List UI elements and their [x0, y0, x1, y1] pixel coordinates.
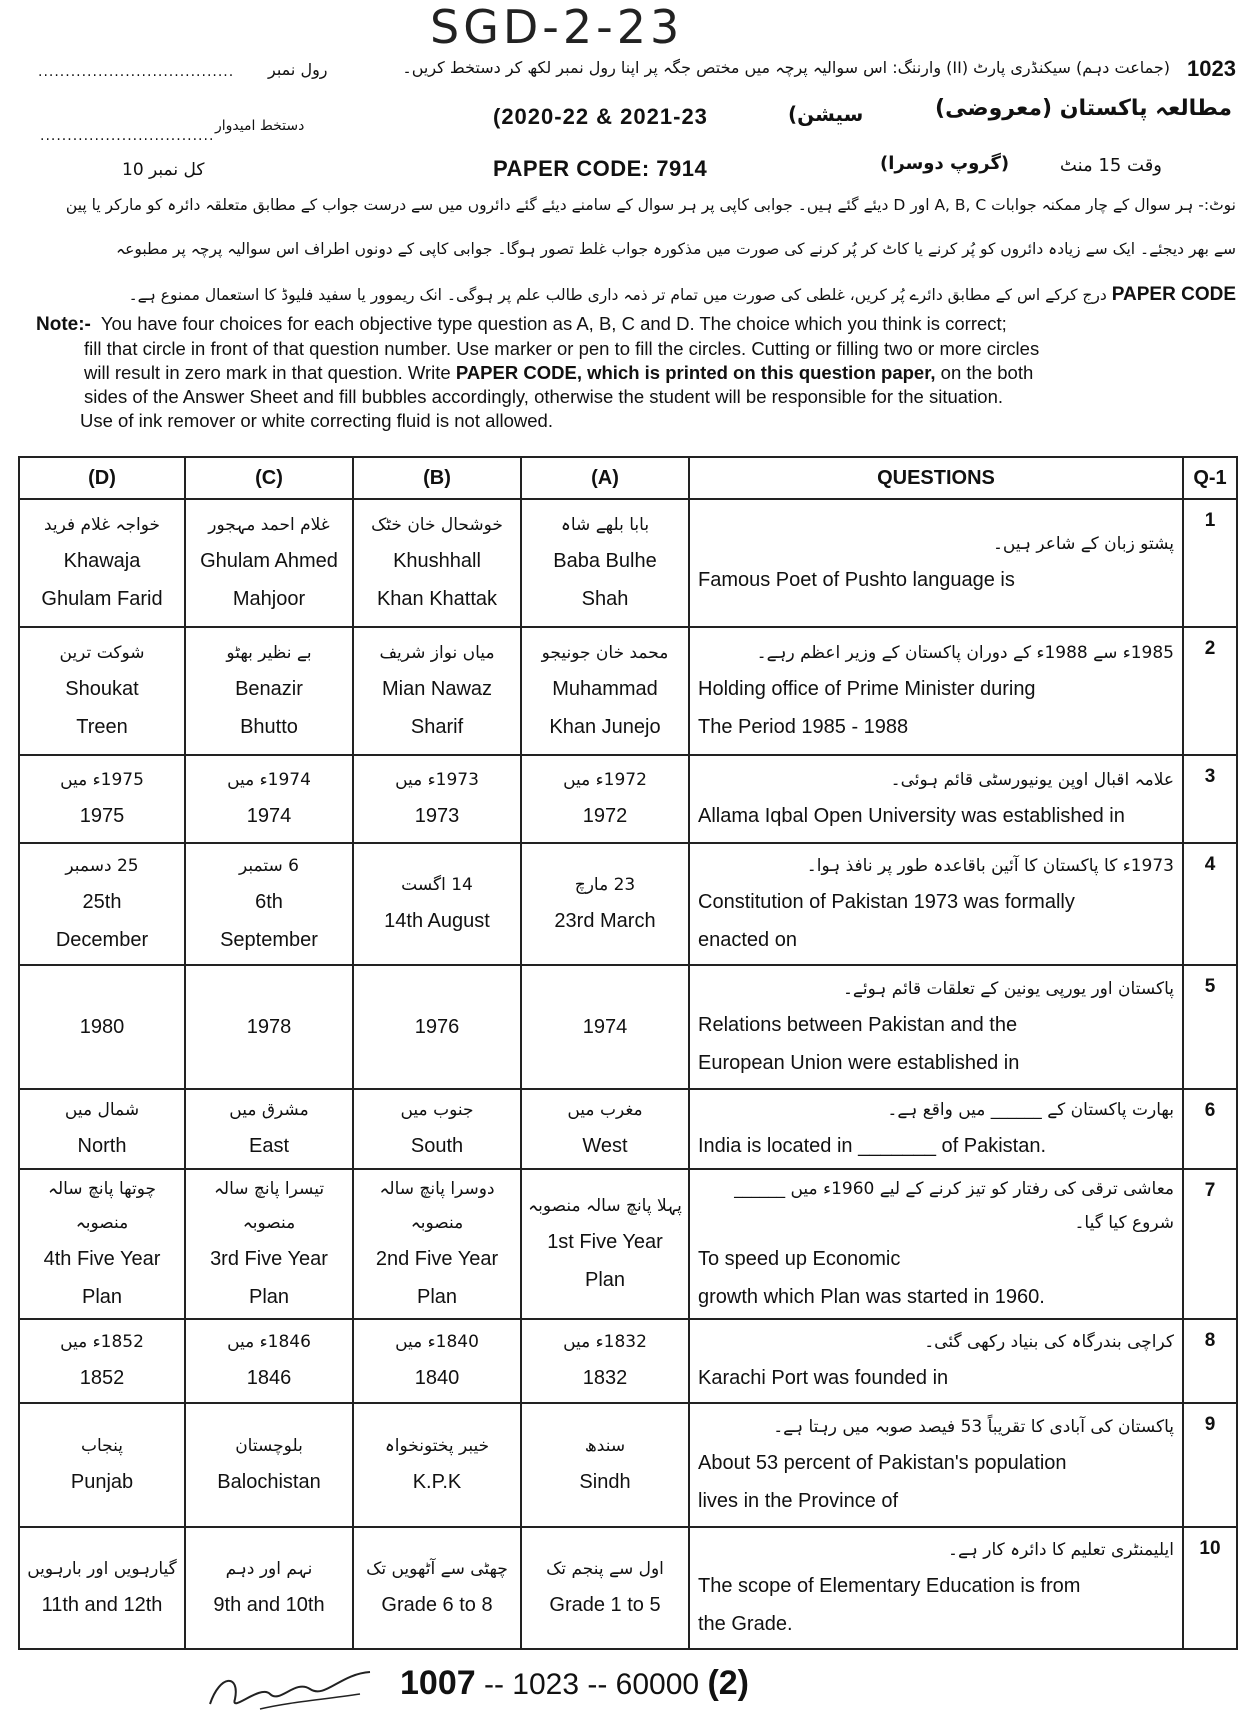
note-english-line-1: You have four choices for each objective type question as A, B, C and D. The choice which you think is correct; [100, 313, 1007, 334]
option-d-english: Khawaja [63, 550, 141, 572]
question-table [18, 456, 1238, 1650]
class-warning-line: (جماعت دہم) سیکنڈری پارٹ (II) وارننگ: اس سوالیہ پرچہ میں مختص جگہ پر اپنا رول نمبر لکھ کر دستخط کریں۔ [402, 58, 1170, 77]
option-b-cell [353, 755, 521, 843]
question-urdu: ایلیمنٹری تعلیم کا دائرہ کار ہے۔ [947, 1540, 1174, 1560]
option-a-cell [521, 499, 689, 627]
option-c-cell [185, 843, 353, 965]
option-b-urdu: چھٹی سے آٹھویں تک [366, 1559, 508, 1579]
option-a-cell [521, 1169, 689, 1319]
option-b-english: 1976 [414, 1016, 460, 1038]
note-english-line-2: fill that circle in front of that question number. Use marker or pen to fill the circles. Cutting or filling two or more circles [84, 338, 1040, 359]
question-urdu: پاکستان کی آبادی کا تقریباً 53 فیصد صوبہ میں رہتا ہے۔ [773, 1417, 1174, 1437]
question-row [19, 843, 1237, 965]
option-a-english: 1832 [582, 1367, 628, 1389]
option-a-english: Sindh [579, 1471, 631, 1493]
option-c-cell [185, 1089, 353, 1169]
candidate-signature-field[interactable]: ................................ [40, 128, 215, 144]
paper-number: 1023 [1187, 56, 1236, 81]
question-english: The Period 1985 - 1988 [698, 716, 909, 738]
question-english: About 53 percent of Pakistan's population [698, 1452, 1067, 1474]
footer-code [400, 1664, 749, 1703]
option-c-english: Ghulam Ahmed [200, 550, 338, 572]
option-a-urdu: محمد خان جونیجو [541, 643, 669, 663]
option-d-urdu: شوکت ترین [59, 643, 145, 663]
paper-code-value: 7914 [656, 156, 708, 181]
roll-number-label: رول نمبر [268, 60, 328, 79]
question-text-cell [689, 1089, 1183, 1169]
option-b-cell [353, 843, 521, 965]
option-b-urdu: 14 اگست [401, 875, 473, 895]
option-b-english: Plan [416, 1286, 458, 1308]
option-a-cell [521, 965, 689, 1089]
option-c-urdu: نہم اور دہم [225, 1559, 313, 1579]
session-label: سیشن) [788, 102, 864, 126]
option-c-english: 1978 [246, 1016, 292, 1038]
option-b-english: Khushhall [393, 550, 481, 572]
option-a-urdu: اول سے پنجم تک [546, 1559, 664, 1579]
option-d-urdu: گیارہویں اور بارہویں [27, 1559, 177, 1579]
option-d-english: Treen [76, 716, 128, 738]
option-a-cell [521, 843, 689, 965]
question-english: Relations between Pakistan and the [698, 1014, 1018, 1036]
option-a-urdu: پہلا پانچ سالہ منصوبہ [528, 1196, 682, 1216]
question-number: 1 [1183, 499, 1237, 627]
option-b-urdu: دوسرا پانچ سالہ منصوبہ [379, 1179, 495, 1233]
question-text-cell [689, 1527, 1183, 1649]
option-b-cell [353, 1169, 521, 1319]
option-b-english: Mian Nawaz [381, 678, 493, 700]
option-c-cell [185, 1527, 353, 1649]
footer-code-bold: 1007 [400, 1664, 476, 1702]
option-c-urdu: بلوچستان [235, 1436, 303, 1456]
option-a-cell [521, 1403, 689, 1527]
question-urdu: 1985ء سے 1988ء کے دوران پاکستان کے وزیر اعظم رہے۔ [756, 643, 1174, 663]
paper-code-caption: PAPER CODE [493, 156, 642, 181]
option-a-english: West [582, 1135, 628, 1157]
option-d-english: 1975 [79, 805, 125, 827]
option-d-english: Plan [81, 1286, 123, 1308]
option-d-urdu: 1852ء میں [60, 1332, 144, 1352]
option-c-urdu: 6 ستمبر [239, 856, 299, 876]
option-c-cell [185, 1319, 353, 1403]
note-english [36, 312, 1236, 433]
question-urdu: پاکستان اور یورپی یونین کے تعلقات قائم ہوئے۔ [842, 979, 1174, 999]
option-d-english: 4th Five Year [43, 1248, 161, 1270]
question-english: Famous Poet of Pushto language is [698, 569, 1015, 591]
option-a-urdu: مغرب میں [567, 1100, 643, 1120]
option-c-urdu: غلام احمد مہجور [208, 515, 330, 535]
option-c-urdu: تیسرا پانچ سالہ منصوبہ [213, 1179, 325, 1233]
note-english-label: Note:- [36, 314, 91, 335]
option-c-english: East [248, 1135, 290, 1157]
option-d-cell [19, 1319, 185, 1403]
option-b-urdu: خیبر پختونخواہ [384, 1436, 490, 1456]
question-text-cell [689, 755, 1183, 843]
option-a-cell [521, 1089, 689, 1169]
time-allowed: وقت 15 منٹ [1059, 155, 1162, 176]
option-c-urdu: 1974ء میں [227, 770, 311, 790]
option-d-english: 11th and 12th [41, 1594, 163, 1616]
option-a-urdu: بابا بلھے شاہ [560, 515, 650, 535]
total-marks: کل نمبر 10 [122, 160, 205, 180]
option-a-cell [521, 627, 689, 755]
candidate-signature-label: دستخط امیدوار [215, 118, 305, 134]
option-a-english: Baba Bulhe [553, 550, 657, 572]
question-row [19, 965, 1237, 1089]
option-b-cell [353, 499, 521, 627]
option-a-english: Muhammad [552, 678, 658, 700]
option-c-english: September [220, 929, 318, 951]
question-text-cell [689, 1169, 1183, 1319]
question-english: Constitution of Pakistan 1973 was formally [698, 891, 1075, 913]
option-b-cell [353, 1527, 521, 1649]
option-a-urdu: 1972ء میں [563, 770, 647, 790]
option-c-english: Plan [248, 1286, 290, 1308]
option-b-cell [353, 627, 521, 755]
option-d-cell [19, 1089, 185, 1169]
question-row [19, 755, 1237, 843]
option-d-urdu: خواجہ غلام فرید [43, 515, 160, 535]
question-english: Allama Iqbal Open University was established in [698, 805, 1125, 827]
question-urdu: 1973ء کا پاکستان کا آئین باقاعدہ طور پر نافذ ہوا۔ [806, 856, 1174, 876]
option-c-cell [185, 965, 353, 1089]
question-row [19, 1169, 1237, 1319]
option-b-urdu: 1840ء میں [395, 1332, 479, 1352]
header-option-d: (D) [19, 457, 185, 499]
question-english: India is located in _______ of Pakistan. [698, 1135, 1047, 1157]
question-english: The scope of Elementary Education is from [698, 1575, 1081, 1597]
question-text-cell [689, 843, 1183, 965]
option-a-english: Shah [581, 588, 629, 610]
option-d-english: North [77, 1135, 127, 1157]
option-b-urdu: میاں نواز شریف [379, 643, 495, 663]
table-header-row [19, 457, 1237, 499]
option-d-english: 25th [82, 891, 122, 913]
note-urdu-line-1: نوٹ:- ہر سوال کے چار ممکنہ جوابات A, B, C اور D دیئے گئے ہیں۔ جوابی کاپی پر ہر سوال کے سامنے دیئے گئے دائروں میں سے درست جواب کے مطابق متعلقہ دائرہ کو مارکر یا پین [65, 196, 1236, 214]
question-text-cell [689, 627, 1183, 755]
option-a-english: 23rd March [554, 910, 656, 932]
roll-number-field[interactable]: .................................... [38, 64, 235, 80]
option-d-english: 1980 [79, 1016, 125, 1038]
option-c-cell [185, 1403, 353, 1527]
question-text-cell [689, 499, 1183, 627]
option-c-cell [185, 627, 353, 755]
header-option-c: (C) [185, 457, 353, 499]
option-c-english: Mahjoor [232, 588, 306, 610]
question-text-cell [689, 965, 1183, 1089]
note-english-line-3a: will result in zero mark in that question. Write [84, 362, 456, 383]
option-d-english: Shoukat [65, 678, 139, 700]
footer-code-end: (2) [707, 1664, 749, 1702]
question-english: Holding office of Prime Minister during [698, 678, 1036, 700]
option-a-urdu: 1832ء میں [563, 1332, 647, 1352]
option-b-cell [353, 1089, 521, 1169]
option-b-english: South [410, 1135, 464, 1157]
option-d-urdu: چوتھا پانچ سالہ منصوبہ [47, 1179, 157, 1233]
option-a-english: 1972 [582, 805, 628, 827]
question-urdu: معاشی ترقی کی رفتار کو تیز کرنے کے لیے 1960ء میں ______ شروع کیا گیا۔ [734, 1179, 1174, 1233]
question-number: 5 [1183, 965, 1237, 1089]
question-urdu: پشتو زبان کے شاعر ہیں۔ [992, 534, 1174, 554]
question-english: European Union were established in [698, 1052, 1020, 1074]
option-c-english: 6th [255, 891, 283, 913]
note-urdu-paper-code: PAPER CODE [1111, 284, 1236, 305]
footer-code-rest: -- 1023 -- 60000 [475, 1668, 708, 1701]
question-number: 3 [1183, 755, 1237, 843]
option-d-english: Punjab [70, 1471, 134, 1493]
option-b-english: Sharif [410, 716, 464, 738]
option-d-cell [19, 1403, 185, 1527]
option-d-cell [19, 755, 185, 843]
note-english-line-5: Use of ink remover or white correcting fluid is not allowed. [80, 410, 553, 431]
option-a-english: Plan [584, 1269, 626, 1291]
option-a-cell [521, 1319, 689, 1403]
option-c-cell [185, 1169, 353, 1319]
question-english: To speed up Economic [698, 1248, 901, 1270]
option-c-english: 3rd Five Year [210, 1248, 328, 1270]
option-a-urdu: سندھ [584, 1436, 626, 1456]
handwritten-code: SGD-2-23 [430, 0, 684, 54]
question-text-cell [689, 1319, 1183, 1403]
option-c-urdu: بے نظیر بھٹو [226, 643, 312, 663]
question-english: Karachi Port was founded in [698, 1367, 949, 1389]
option-c-english: Bhutto [240, 716, 298, 738]
option-c-english: 1974 [246, 805, 292, 827]
option-d-english: 1852 [79, 1367, 125, 1389]
option-c-english: 9th and 10th [213, 1594, 325, 1616]
option-d-english: December [55, 929, 149, 951]
note-urdu-line-3 [129, 284, 1236, 306]
note-english-line-3b: PAPER CODE, which is printed on this question paper, [455, 362, 936, 383]
question-number: 9 [1183, 1403, 1237, 1527]
option-a-english: 1974 [582, 1016, 628, 1038]
option-b-english: 1973 [414, 805, 460, 827]
option-b-english: K.P.K [412, 1471, 462, 1493]
option-c-english: Balochistan [217, 1471, 321, 1493]
question-urdu: علامہ اقبال اوپن یونیورسٹی قائم ہوئی۔ [890, 770, 1174, 790]
question-english: the Grade. [698, 1613, 793, 1635]
paper-code-label: PAPER CODE: 7914 [493, 156, 708, 181]
question-row [19, 1403, 1237, 1527]
group-label: (گروپ دوسرا) [880, 153, 1010, 174]
option-a-urdu: 23 مارچ [574, 875, 636, 895]
option-d-urdu: 25 دسمبر [65, 856, 139, 876]
question-urdu: کراچی بندرگاہ کی بنیاد رکھی گئی۔ [924, 1332, 1174, 1352]
header-option-b: (B) [353, 457, 521, 499]
question-row [19, 499, 1237, 627]
question-row [19, 1089, 1237, 1169]
option-b-cell [353, 1319, 521, 1403]
note-english-line-4: sides of the Answer Sheet and fill bubbles accordingly, otherwise the student will be responsible for the situation. [84, 386, 1004, 407]
question-number: 4 [1183, 843, 1237, 965]
option-d-cell [19, 843, 185, 965]
question-row [19, 1527, 1237, 1649]
option-b-english: 2nd Five Year [375, 1248, 499, 1270]
option-a-cell [521, 1527, 689, 1649]
option-d-cell [19, 965, 185, 1089]
option-c-urdu: 1846ء میں [227, 1332, 311, 1352]
option-a-cell [521, 755, 689, 843]
option-a-english: Grade 1 to 5 [549, 1594, 661, 1616]
option-b-urdu: خوشحال خان خٹک [371, 515, 503, 535]
option-b-english: Khan Khattak [376, 588, 498, 610]
question-number: 10 [1183, 1527, 1237, 1649]
question-number: 2 [1183, 627, 1237, 755]
option-d-cell [19, 627, 185, 755]
session-years: (2020-22 & 2021-23 [493, 104, 708, 129]
subject-title: مطالعہ پاکستان (معروضی) [935, 96, 1232, 121]
option-b-english: 1840 [414, 1367, 460, 1389]
option-b-urdu: جنوب میں [400, 1100, 474, 1120]
note-urdu-line-2: سے بھر دیجئے۔ ایک سے زیادہ دائروں کو پُر کرنے یا کاٹ کر پُر کرنے کی صورت میں مذکورہ جواب غلط تصور ہوگا۔ جوابی کاپی کے دونوں اطراف اس سوالیہ پرچہ پر مطبوعہ [116, 240, 1236, 258]
option-a-english: Khan Junejo [549, 716, 661, 738]
option-c-cell [185, 499, 353, 627]
option-d-urdu: شمال میں [64, 1100, 140, 1120]
question-number: 6 [1183, 1089, 1237, 1169]
option-c-cell [185, 755, 353, 843]
option-c-english: 1846 [246, 1367, 292, 1389]
option-b-cell [353, 1403, 521, 1527]
option-b-urdu: 1973ء میں [395, 770, 479, 790]
option-b-english: 14th August [384, 910, 490, 932]
question-english: growth which Plan was started in 1960. [698, 1286, 1045, 1308]
question-urdu: بھارت پاکستان کے ______ میں واقع ہے۔ [887, 1100, 1174, 1120]
option-d-cell [19, 1169, 185, 1319]
option-d-urdu: 1975ء میں [60, 770, 144, 790]
header-q1: Q-1 [1183, 457, 1237, 499]
option-d-urdu: پنجاب [80, 1436, 124, 1456]
note-english-line-3c: on the both [935, 362, 1034, 383]
option-b-english: Grade 6 to 8 [381, 1594, 493, 1616]
question-text-cell [689, 1403, 1183, 1527]
header-questions: QUESTIONS [689, 457, 1183, 499]
option-b-cell [353, 965, 521, 1089]
option-a-english: 1st Five Year [547, 1231, 663, 1253]
question-number: 7 [1183, 1169, 1237, 1319]
examiner-signature [200, 1664, 380, 1714]
option-c-english: Benazir [235, 678, 303, 700]
option-d-cell [19, 1527, 185, 1649]
question-number: 8 [1183, 1319, 1237, 1403]
question-english: lives in the Province of [698, 1490, 899, 1512]
question-row [19, 1319, 1237, 1403]
option-d-english: Ghulam Farid [41, 588, 163, 610]
question-english: enacted on [698, 929, 797, 951]
option-c-urdu: مشرق میں [229, 1100, 309, 1120]
option-d-cell [19, 499, 185, 627]
note-urdu-line-3-text: درج کرکے اس کے مطابق دائرے پُر کریں، غلطی کی صورت میں تمام تر ذمہ داری طالب علم پر ہوگی۔ انک ریموور یا سفید فلیوڈ کا استعمال ممنوع ہے۔ [128, 286, 1107, 304]
header-option-a: (A) [521, 457, 689, 499]
question-row [19, 627, 1237, 755]
